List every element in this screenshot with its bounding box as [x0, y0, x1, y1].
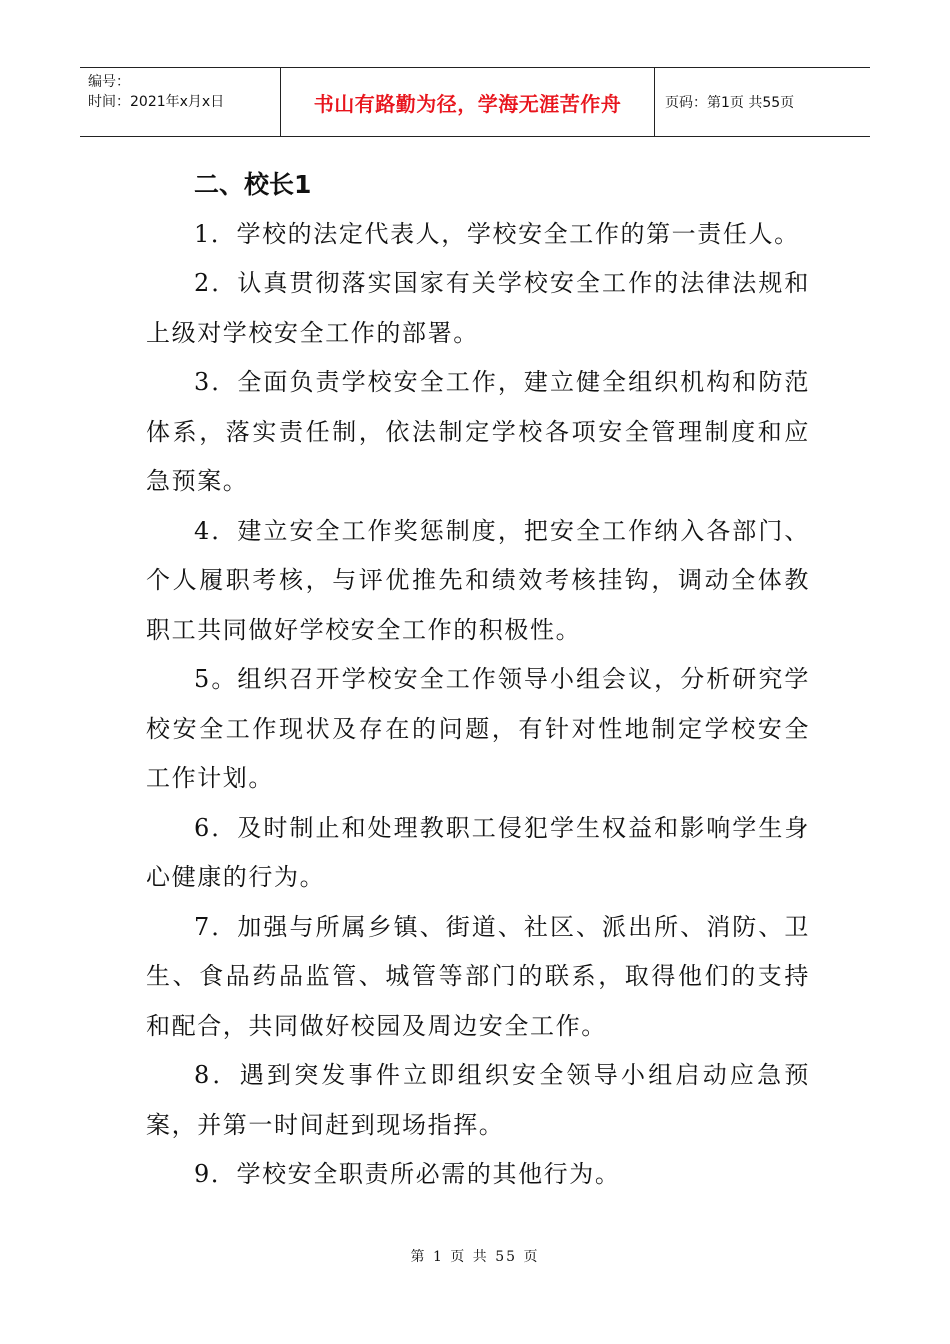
header-motto: 书山有路勤为径，学海无涯苦作舟: [281, 68, 655, 136]
paragraph-9: 9．学校安全职责所必需的其他行为。: [194, 1160, 621, 1188]
paragraph-6: 6．及时制止和处理教职工侵犯学生权益和影响学生身心健康的行为。: [146, 813, 810, 891]
page-header: [80, 67, 870, 137]
paragraph-5: 5。组织召开学校安全工作领导小组会议，分析研究学校安全工作现状及存在的问题，有针对性地制定学校安全工作计划。: [146, 665, 810, 792]
header-meta: [80, 68, 281, 136]
document-body: [146, 160, 810, 1200]
header-page-info: 页码：第1页 共55页: [665, 95, 795, 111]
page-footer: 第 1 页 共 55 页: [410, 1249, 540, 1265]
time-label: 时间：2021年x月x日: [88, 94, 225, 110]
serial-label: 编号：: [88, 74, 130, 90]
paragraph-1: 1．学校的法定代表人，学校安全工作的第一责任人。: [194, 219, 800, 248]
section-heading: 二、校长1: [194, 170, 312, 199]
paragraph-8: 8．遇到突发事件立即组织安全领导小组启动应急预案，并第一时间赶到现场指挥。: [146, 1061, 810, 1139]
paragraph-3: 3．全面负责学校安全工作，建立健全组织机构和防范体系，落实责任制，依法制定学校各项安全管理制度和应急预案。: [146, 368, 810, 495]
paragraph-2: 2．认真贯彻落实国家有关学校安全工作的法律法规和上级对学校安全工作的部署。: [146, 269, 810, 347]
paragraph-4: 4．建立安全工作奖惩制度，把安全工作纳入各部门、个人履职考核，与评优推先和绩效考核挂钩，调动全体教职工共同做好学校安全工作的积极性。: [146, 516, 810, 644]
paragraph-7: 7．加强与所属乡镇、街道、社区、派出所、消防、卫生、食品药品监管、城管等部门的联系，取得他们的支持和配合，共同做好校园及周边安全工作。: [146, 912, 810, 1040]
